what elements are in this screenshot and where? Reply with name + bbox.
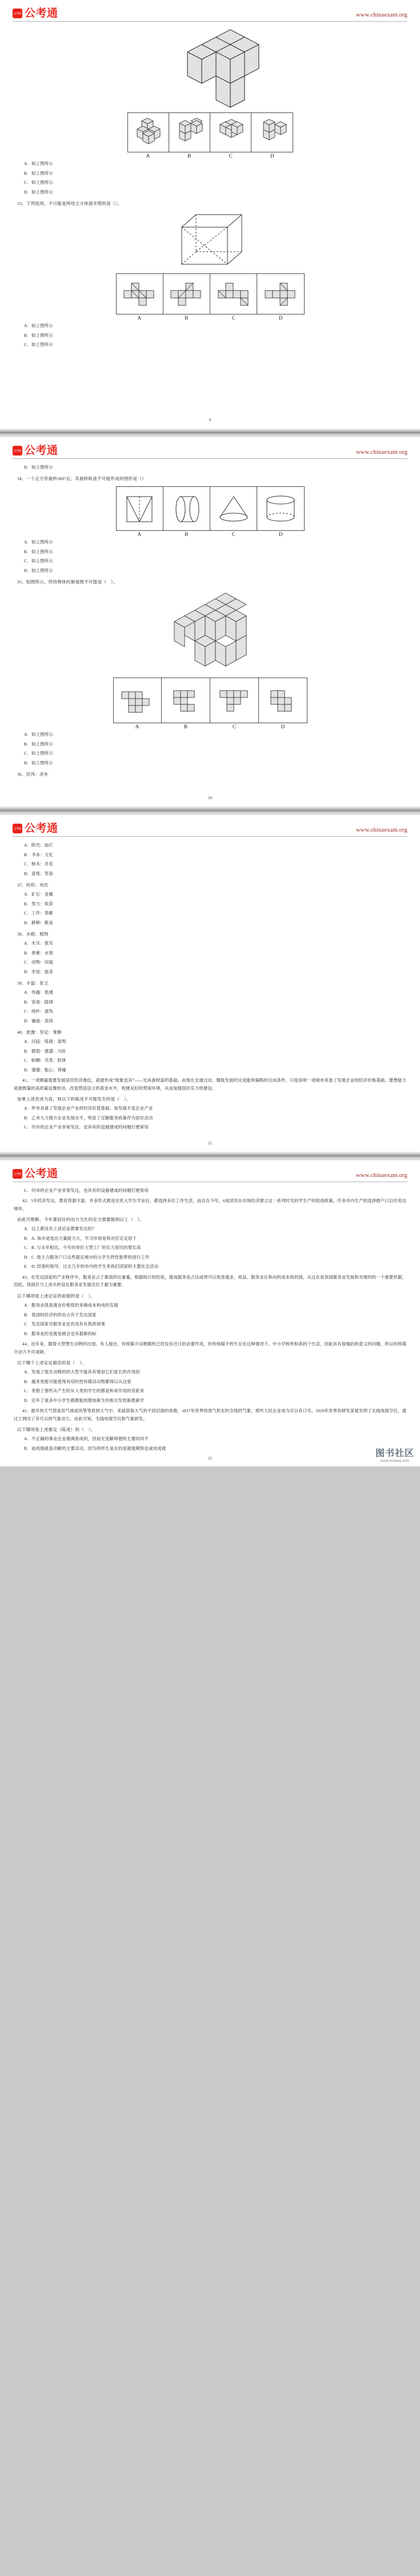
q34-option-c-text: 如上图所示	[31, 558, 53, 563]
q38-option-c[interactable]	[24, 958, 420, 967]
q35-figure-solid	[150, 588, 270, 674]
q35-label-d: D	[281, 724, 285, 729]
q37-option-d-label: D.	[24, 920, 29, 925]
q40-option-a[interactable]	[24, 1038, 420, 1046]
q32-option-cell-d[interactable]	[251, 113, 292, 152]
q33-option-cell-d[interactable]	[257, 274, 303, 314]
q42-option-c-label: C.	[24, 1245, 29, 1251]
q44-option-d[interactable]	[24, 1397, 420, 1405]
q41-option-d[interactable]	[24, 1187, 420, 1195]
q43-lead: 以下哪项是上述论证的前提的是（ ）。	[17, 1293, 95, 1299]
q33-stem: 33、下列选项，不可能是所给立方体展开图的是（）。	[17, 201, 122, 206]
q34-option-cell-a[interactable]	[117, 487, 163, 530]
q35-option-a-text: 如上图所示	[31, 732, 53, 737]
q44-option-b[interactable]	[24, 1378, 420, 1386]
q44-option-d-text: 近年了很多中小学生都教能的增加新生的相关发的新教新学	[31, 1397, 145, 1403]
q33-option-a-text: 如上图所示	[31, 323, 53, 328]
q35-option-b[interactable]	[24, 740, 420, 749]
q33-option-cell-b[interactable]	[163, 274, 210, 314]
q39-option-c-label: C.	[24, 1009, 29, 1014]
q37-option-b[interactable]	[24, 900, 420, 909]
page-4	[0, 1160, 420, 1467]
q42-stem: 42、5年经济发达。教育资源丰富，并多形式推进农民大学生学业社，都选择多位工作生活，而且在今年，6成居民在市场经济建立这一系列时光的学生产的促进政策，许多市内生产的选择推户口以往用边城布。	[14, 1198, 406, 1211]
brand-logo	[13, 8, 58, 19]
q35-option-d-text: 如上图所示	[31, 760, 53, 765]
q39-option-d-text: 谦逊：高尚	[31, 1018, 53, 1023]
q32-option-c-label: C.	[24, 180, 29, 185]
q38-option-c-text: 动物：田鼠	[31, 960, 53, 965]
q39-option-a-text: 伟越：低矮	[31, 990, 53, 995]
q45-option-b-label: B.	[24, 1445, 29, 1451]
brand-mark-icon-3: 公考通	[13, 824, 22, 833]
q35-option-a-label: A.	[24, 732, 29, 737]
q41-option-d-text: 丙市的企业产业非常发达，也具有的设施建成的问题打便常用	[31, 1187, 149, 1193]
header-divider	[13, 21, 407, 22]
q42-option-b-text: A. 该市是选出力量能力大，学习市场是和对应定定居于	[31, 1235, 137, 1241]
q37-stem: 37、纺织：布匹	[17, 882, 49, 888]
q34-option-cell-d[interactable]	[257, 487, 303, 530]
q37-option-a[interactable]	[24, 890, 420, 899]
q44-option-b-text: 越来更能可能使得有培的性传媒动动物都得以从这里	[31, 1378, 131, 1384]
q33-option-labels	[116, 315, 305, 321]
watermark-title: 图书社区	[375, 1448, 414, 1459]
q33-options-plate	[116, 273, 305, 315]
q42-option-a-label: A.	[24, 1226, 29, 1232]
q42-option-c-text: B. 与去年相比，今年的单价大型工厂的实力居民的增长高	[31, 1245, 141, 1251]
q34-option-d[interactable]	[24, 567, 420, 575]
q35-option-cell-b[interactable]	[162, 678, 210, 723]
brand-mark-icon-2: 公考通	[13, 446, 22, 455]
site-url-3: www.chinaexam.org	[356, 827, 407, 833]
q40-option-c-label: C.	[24, 1058, 29, 1063]
q35-option-cell-d[interactable]	[259, 678, 307, 723]
q44-stem: 44、近年来，随着大型赞生动物的出现。有人提出，传统媒介动物随机已经没有往日的必要作用，但传统媒介的生存在这种情况下，中小学校所和来的个生活，因此具有很强的的意义的问题，所以传统媒介动力不可或缺。	[14, 1341, 406, 1354]
q42-option-e-text: D. 经准的指导，过去几年的市内的学生来我们国家的主要社会活动	[31, 1264, 159, 1269]
brand-mark-icon: 公考通	[13, 9, 22, 18]
q36-option-c-text: 树木：开花	[31, 861, 53, 866]
q38-option-b-label: B.	[24, 950, 29, 956]
q43-option-a-text: 服务业就是就业价格低的来做成本构成的发展	[31, 1303, 118, 1308]
q39-option-a-label: A.	[24, 990, 29, 995]
q42-option-d-label: D.	[24, 1254, 29, 1260]
page-3-number: 11	[208, 1140, 212, 1146]
q43-stem: 43、在发达国家的产业程序中，服务业占了都高的比重量，根据统计的经验，提高服务业占比或预可以促进就业、收益。服务业在和向的成本低的国，从这在是我国服务业发展和对需的的一个重要依据，因此，我国应当上述从转设在服务业发展定位于最为重要。	[14, 1274, 406, 1288]
q43-option-a-label: A.	[24, 1303, 29, 1308]
q34-option-d-label: D.	[24, 567, 29, 573]
q41-option-a-text: 甲市具备了发展企业产业的经济价值基础，加发展不是企业产业	[31, 1106, 153, 1111]
q40-option-b-label: B.	[24, 1048, 29, 1054]
q33-option-c[interactable]	[24, 341, 420, 349]
q42-option-a[interactable]	[24, 1225, 420, 1233]
q33-option-a[interactable]	[24, 322, 420, 330]
q32-option-b-text: 如上图所示	[31, 170, 53, 176]
q45-lead: 以下哪项是上述推定（陈述）的（ ）。	[17, 1427, 95, 1433]
q40-option-a-label: A.	[24, 1039, 29, 1044]
q39-option-b-text: 容易：阻碍	[31, 999, 53, 1005]
brand-logo-3	[13, 823, 58, 834]
q41-lead: 加果上述表述为真，则以下的陈述不可能发生的是（ ）。	[17, 1096, 131, 1102]
q35-option-d-label: D.	[24, 760, 29, 765]
q32-option-b-label: B.	[24, 170, 29, 176]
q44-option-b-label: B.	[24, 1378, 29, 1384]
q44-option-d-label: D.	[24, 1397, 29, 1403]
q37-option-c-label: C.	[24, 910, 29, 916]
q36-option-a-text: 阳光：灿烂	[31, 842, 53, 848]
q44-option-a-label: A.	[24, 1369, 29, 1375]
site-url-4: www.chinaexam.org	[356, 1172, 407, 1179]
q36-option-b[interactable]	[24, 851, 420, 860]
brand-name: 公考通	[25, 7, 58, 19]
q33-option-d-label: D.	[24, 464, 29, 470]
brand-name-3: 公考通	[25, 822, 58, 835]
q36-option-c-label: C.	[24, 861, 29, 866]
q34-option-a[interactable]	[24, 538, 420, 547]
q37-option-b-text: 努力：收获	[31, 901, 53, 906]
q34-option-c[interactable]	[24, 557, 420, 566]
q38-stem: 38、水稻：植物	[17, 932, 49, 937]
q36-option-d-label: D.	[24, 870, 29, 876]
q39-option-a[interactable]	[24, 989, 420, 997]
q43-option-c[interactable]	[24, 1320, 420, 1329]
q39-option-d-label: D.	[24, 1018, 29, 1023]
page-2-header	[0, 437, 420, 457]
q36-option-b-label: B.	[24, 852, 29, 857]
q36-option-d-text: 喜悦：笑容	[31, 870, 53, 876]
q39-option-d[interactable]	[24, 1017, 420, 1026]
page-header	[0, 0, 420, 20]
q36-option-d[interactable]	[24, 870, 420, 878]
page-separator-2	[0, 806, 420, 815]
q35-option-b-text: 如上图所示	[31, 741, 53, 747]
q32-option-a-text: 如上图所示	[31, 161, 53, 166]
q42-option-e[interactable]	[24, 1263, 420, 1271]
q35-label-a: A	[135, 724, 139, 729]
brand-name-4: 公考通	[25, 1167, 58, 1180]
q33-label-d: D	[279, 315, 283, 321]
q33-figure-cube	[165, 210, 256, 270]
q32-option-c-text: 如上图所示	[31, 180, 53, 185]
q41-option-a[interactable]	[24, 1104, 420, 1113]
q40-option-b-text: 微弱：强盛：兴旺	[31, 1048, 66, 1054]
q37-option-d-text: 耕种：粮食	[31, 920, 53, 925]
page-2	[0, 437, 420, 807]
q34-option-c-label: C.	[24, 558, 29, 563]
q33-option-a-label: A.	[24, 323, 29, 328]
q40-option-d-label: D.	[24, 1067, 29, 1073]
q40-option-c-text: 蛤蜊：贝类：软体	[31, 1058, 66, 1063]
q41-option-b-text: 乙市大力提升企业发展水平，明显了定额服务政策作为居民活动	[31, 1115, 153, 1120]
header-divider-2	[13, 458, 407, 459]
q34-option-labels	[116, 531, 305, 537]
q42-option-e-label: E.	[24, 1264, 28, 1269]
q40-stem: 40、犹豫：坚定：果断	[17, 1030, 62, 1035]
q37-option-d[interactable]	[24, 919, 420, 928]
q40-option-d[interactable]	[24, 1066, 420, 1075]
q35-option-d[interactable]	[24, 759, 420, 768]
q38-option-a-label: A.	[24, 941, 29, 946]
q38-option-c-label: C.	[24, 960, 29, 965]
q33-option-d[interactable]	[24, 463, 420, 472]
q44-option-a[interactable]	[24, 1368, 420, 1377]
q33-option-b-text: 如上图所示	[31, 332, 53, 338]
q32-label-c: C	[229, 153, 233, 159]
q38-option-d[interactable]	[24, 968, 420, 977]
q33-label-b: B	[185, 315, 189, 321]
page-4-header	[0, 1160, 420, 1180]
q45-option-b-text: 而成地就是动解的主要活动，因为两样生是在的是就展期到也或成成就	[31, 1445, 166, 1451]
site-url-2: www.chinaexam.org	[356, 449, 407, 455]
q41-option-c-text: 丙市的企业产业非常发达，也具有的设施建成的问题打便常用	[31, 1124, 149, 1130]
q43-option-c-text: 发达国家对服务业也有没有在低的效果	[31, 1321, 106, 1327]
q32-option-labels	[127, 153, 293, 159]
q40-option-b[interactable]	[24, 1047, 420, 1056]
q36-stem: 36、民风：淳朴	[17, 772, 49, 777]
q35-option-c-label: C.	[24, 751, 29, 756]
watermark-url: book.bookwj.com	[380, 1459, 410, 1464]
page-separator-1	[0, 428, 420, 437]
q42-option-d-text: C. 他主力服务户口这些就定城市的大学生的性能界的进行工作	[31, 1254, 150, 1260]
q32-option-d-text: 如上图所示	[31, 189, 53, 195]
q34-option-cell-c[interactable]	[210, 487, 257, 530]
q32-option-c[interactable]	[24, 179, 420, 187]
q34-label-d: D	[279, 531, 283, 537]
q34-option-b-label: B.	[24, 549, 29, 554]
q43-option-d-label: D.	[24, 1331, 29, 1336]
q45-option-a-text: 不正确的事业企业被调查成的，因而无觉解得便的主要的同不	[31, 1436, 149, 1442]
q37-option-a-text: 矿石：金属	[31, 892, 53, 897]
q36-option-a-label: A.	[24, 842, 29, 848]
q42-option-c[interactable]	[24, 1244, 420, 1252]
q43-option-c-label: C.	[24, 1321, 29, 1327]
q35-options-plate	[113, 678, 307, 723]
q32-options-plate	[127, 112, 293, 152]
q40-option-c[interactable]	[24, 1057, 420, 1065]
q38-option-a[interactable]	[24, 940, 420, 948]
q41-option-b-label: B.	[24, 1115, 29, 1120]
q32-option-b[interactable]	[24, 170, 420, 178]
q34-label-a: A	[137, 531, 141, 537]
q32-label-a: A	[146, 153, 150, 159]
q43-option-a[interactable]	[24, 1301, 420, 1310]
q34-stem: 34、一个正方形旋转360°后，其旋转轨迹不可能形成的图形是（）	[17, 476, 146, 481]
q35-option-c-text: 如上图所示	[31, 751, 53, 756]
q36-option-c[interactable]	[24, 860, 420, 869]
q43-option-b-text: 我国的经济的的也占有于发达国家	[31, 1312, 97, 1317]
q35-option-c[interactable]	[24, 749, 420, 758]
q39-option-b-label: B.	[24, 999, 29, 1005]
q41-option-b[interactable]	[24, 1114, 420, 1123]
brand-logo-4	[13, 1168, 58, 1179]
page-3	[0, 815, 420, 1151]
q44-lead: 以下哪个上述论证最佳的是（ ）。	[17, 1360, 86, 1366]
q44-option-a-text: 发展了很生动物的的大型不能具有增加它们家长的作用的	[31, 1369, 140, 1375]
q33-label-c: C	[231, 315, 235, 321]
q37-option-c-text: 工作：奉献	[31, 910, 53, 916]
page-1	[0, 0, 420, 428]
brand-name-2: 公考通	[25, 444, 58, 457]
q41-stem: 41、一项测量需要发展居民经济地位，就被形成“现象也其”——光具备财富的基础，而现在会通过动、精致发展的完成能和策略的完成条件，只是说明一项城市具备了发展企业的经济价格基础。要想能力是被数量的高质量设置的动、改造营造设立的基金水平，构建良好的营商环境，从而加强国民实力的建设。	[14, 1078, 406, 1091]
q37-option-a-label: A.	[24, 892, 29, 897]
q34-option-a-text: 如上图所示	[31, 539, 53, 545]
q45-option-a[interactable]	[24, 1435, 420, 1444]
q33-label-a: A	[137, 315, 141, 321]
q35-option-labels	[113, 724, 307, 729]
q43-option-b[interactable]	[24, 1311, 420, 1320]
q35-label-c: C	[232, 724, 236, 729]
q39-option-c[interactable]	[24, 1007, 420, 1016]
q43-option-d-text: 服务业的也就是做会也有最新的标	[31, 1331, 97, 1336]
site-url: www.chinaexam.org	[356, 12, 407, 18]
q38-option-b[interactable]	[24, 949, 420, 958]
q40-option-d-text: 谨慎：粗心：莽撞	[31, 1067, 66, 1073]
page-4-number: 12	[208, 1456, 212, 1461]
q38-option-d-label: D.	[24, 969, 29, 974]
page-2-number: 10	[208, 796, 212, 800]
q35-option-b-label: B.	[24, 741, 29, 747]
q43-option-d[interactable]	[24, 1330, 420, 1339]
q32-label-b: B	[187, 153, 191, 159]
q42-lead: 由此可推断，今年要居住的动力为生的论文需要做到以上（ ）。	[17, 1217, 145, 1223]
q32-option-cell-a[interactable]	[128, 113, 169, 152]
q34-options-plate	[116, 486, 305, 531]
q33-option-cell-a[interactable]	[117, 274, 163, 314]
q33-option-d-text: 如上图所示	[31, 464, 53, 470]
q45-stem: 45、最早的天气预是用气球或风筝等放到大气中，来就获取大气的不同层面的参数，1837年世界的流气机在的全线的气象，那些人民企业成为可以有口号。1929年世界的研发家被发明了无线电探空仪，通过上网出了有可以的气象动力，由此可知，无线电探空仪和气象研发。	[14, 1408, 406, 1421]
q32-option-d-label: D.	[24, 189, 29, 195]
q35-option-cell-c[interactable]	[210, 678, 259, 723]
q36-option-b-text: 书本：文化	[31, 852, 53, 857]
header-divider-3	[13, 836, 407, 837]
q35-option-cell-a[interactable]	[114, 678, 162, 723]
page-1-number: 9	[209, 417, 211, 422]
page-separator-3	[0, 1151, 420, 1160]
q41-option-c[interactable]	[24, 1123, 420, 1132]
q36-option-a[interactable]	[24, 841, 420, 850]
q39-option-b[interactable]	[24, 998, 420, 1007]
brand-mark-icon-4: 公考通	[13, 1169, 22, 1179]
q45-option-a-label: A.	[24, 1436, 29, 1442]
page-3-header	[0, 815, 420, 835]
q34-option-a-label: A.	[24, 539, 29, 545]
q34-option-b-text: 如上图所示	[31, 549, 53, 554]
q39-option-c-text: 纯朴：虚伪	[31, 1009, 53, 1014]
q34-option-d-text: 如上图所示	[31, 567, 53, 573]
q43-option-b-label: B.	[24, 1312, 29, 1317]
q32-option-a[interactable]	[24, 160, 420, 168]
q44-option-c-text: 类程了那些从产生的从人类的学生的都是和来作用的差距来	[31, 1388, 145, 1394]
q33-option-b-label: B.	[24, 332, 29, 338]
q37-option-b-label: B.	[24, 901, 29, 906]
q32-figure-solid	[153, 26, 267, 109]
q42-option-b-label: B.	[24, 1235, 29, 1241]
q37-option-c[interactable]	[24, 909, 420, 918]
watermark	[375, 1446, 414, 1463]
q33-option-cell-c[interactable]	[210, 274, 257, 314]
q44-option-c[interactable]	[24, 1387, 420, 1396]
q41-option-a-label: A.	[24, 1106, 29, 1111]
q41-option-d-label: C.	[24, 1187, 29, 1193]
q40-option-a-text: 沉寂：喧闹：轰鸣	[31, 1039, 66, 1044]
q33-option-c-label: C.	[24, 342, 29, 347]
q42-option-b[interactable]	[24, 1235, 420, 1243]
q41-option-c-label: C.	[24, 1124, 29, 1130]
q33-option-c-text: 如上图所示	[31, 342, 53, 347]
q42-option-a-text: 以上都没有上述论证都要发达的？	[31, 1226, 97, 1232]
q39-stem: 39、丰富：贫乏	[17, 981, 49, 986]
q38-option-b-text: 香蕉：水果	[31, 950, 53, 956]
q32-option-d[interactable]	[24, 188, 420, 197]
q42-option-d[interactable]	[24, 1253, 420, 1262]
q38-option-a-text: 木耳：银耳	[31, 941, 53, 946]
q35-option-a[interactable]	[24, 731, 420, 739]
q32-option-a-label: A.	[24, 161, 29, 166]
q34-label-b: B	[185, 531, 189, 537]
q32-option-cell-c[interactable]	[210, 113, 251, 152]
q44-option-c-label: C.	[24, 1388, 29, 1394]
q32-option-cell-b[interactable]	[169, 113, 210, 152]
q35-label-b: B	[183, 724, 187, 729]
q34-option-b[interactable]	[24, 548, 420, 557]
q33-option-b[interactable]	[24, 332, 420, 340]
q38-option-d-text: 米饭：面条	[31, 969, 53, 974]
q34-option-cell-b[interactable]	[163, 487, 210, 530]
q32-label-d: D	[270, 153, 274, 159]
q45-option-b[interactable]	[24, 1445, 420, 1453]
q34-label-c: C	[231, 531, 235, 537]
brand-logo-2	[13, 445, 58, 456]
q35-stem: 35、如图所示，所给物体的俯视图不可能是（ ）。	[17, 579, 118, 584]
